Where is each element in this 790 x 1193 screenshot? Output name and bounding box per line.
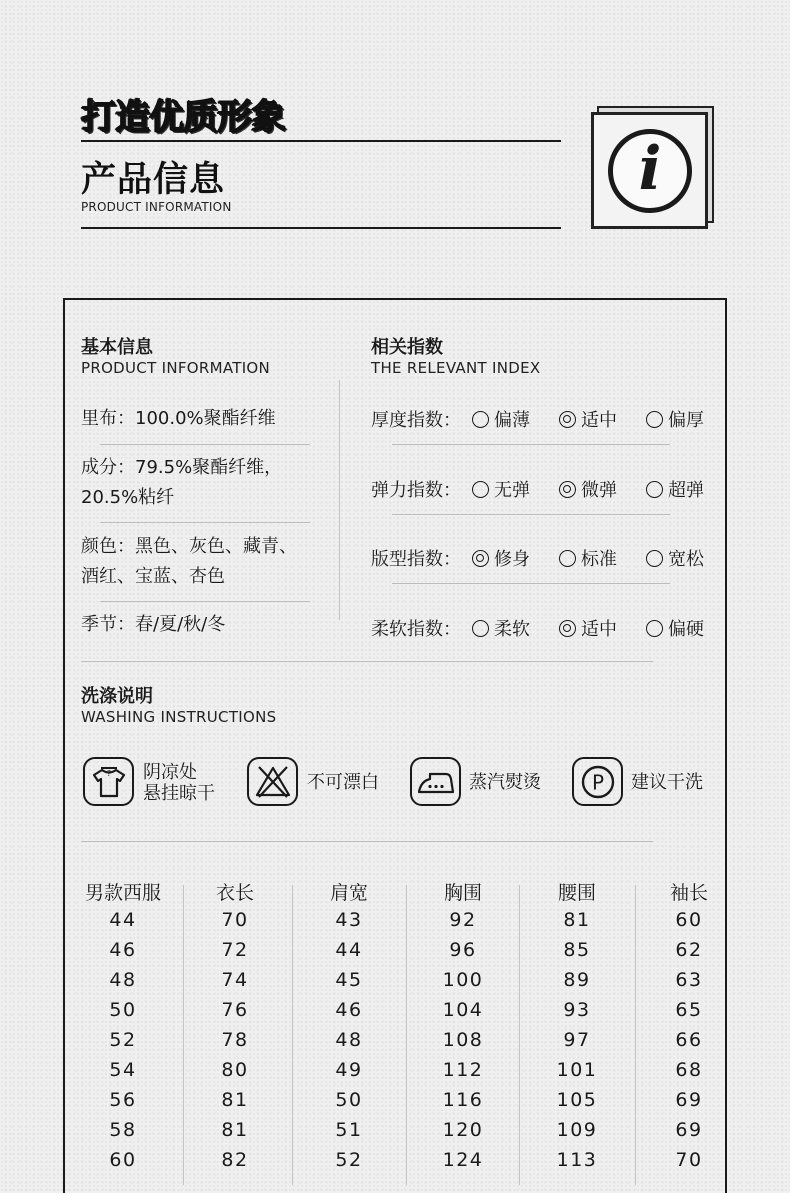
composition-line2: 20.5%粘纤 [81, 487, 175, 508]
index-label: 弹力指数： [371, 480, 461, 501]
size-cell: 44 [109, 909, 137, 931]
radio-empty-icon [472, 481, 489, 498]
info-icon [591, 106, 714, 229]
dry-clean-glyph: P [591, 770, 604, 794]
index-label: 厚度指数： [371, 410, 461, 431]
row-divider [100, 601, 310, 602]
size-cell: 69 [675, 1089, 703, 1111]
column-divider [519, 885, 520, 1185]
wash-label-shade-line1: 阴凉处 [143, 762, 197, 783]
index-option-label: 偏厚 [668, 410, 704, 431]
radio-empty-icon [646, 481, 663, 498]
size-cell: 50 [335, 1089, 363, 1111]
size-cell: 70 [221, 909, 249, 931]
column-divider [292, 885, 293, 1185]
size-column-header: 胸围 [443, 882, 482, 904]
size-column-header: 肩宽 [329, 882, 368, 904]
index-option[interactable] [559, 615, 617, 641]
shirt-hook-glyph: ? [106, 768, 111, 778]
slogan-heading: 打造优质形象 [81, 98, 286, 138]
steam-iron-icon [410, 757, 461, 806]
radio-empty-icon [472, 620, 489, 637]
row-divider [100, 444, 310, 445]
size-cell: 52 [335, 1149, 363, 1171]
info-glyph: i [638, 134, 662, 204]
size-cell: 49 [335, 1059, 363, 1081]
size-cell: 109 [556, 1119, 598, 1141]
size-cell: 56 [109, 1089, 137, 1111]
index-option[interactable] [472, 615, 530, 641]
size-cell: 92 [449, 909, 477, 931]
wash-label-dry-clean: 建议干洗 [631, 772, 703, 793]
size-cell: 116 [442, 1089, 484, 1111]
size-cell: 105 [556, 1089, 598, 1111]
dry-clean-p-icon [572, 757, 623, 806]
size-cell: 46 [109, 939, 137, 961]
size-cell: 48 [109, 969, 137, 991]
size-cell: 51 [335, 1119, 363, 1141]
index-option-label: 修身 [494, 549, 530, 570]
column-divider [339, 380, 340, 620]
size-cell: 62 [675, 939, 703, 961]
column-divider [635, 885, 636, 1185]
page-title: 产品信息 [81, 160, 226, 200]
size-cell: 120 [442, 1119, 484, 1141]
size-cell: 43 [335, 909, 363, 931]
page-subtitle: PRODUCT INFORMATION [81, 200, 232, 214]
index-option[interactable] [646, 406, 704, 432]
row-divider [392, 583, 670, 584]
index-option[interactable] [559, 406, 617, 432]
radio-empty-icon [472, 411, 489, 428]
index-option-label: 适中 [581, 619, 617, 640]
row-divider [100, 522, 310, 523]
wash-label-shade-line2: 悬挂晾干 [143, 783, 215, 804]
size-cell: 124 [442, 1149, 484, 1171]
radio-selected-icon [559, 481, 576, 498]
size-cell: 72 [221, 939, 249, 961]
size-cell: 82 [221, 1149, 249, 1171]
index-option[interactable] [646, 545, 704, 571]
index-option-label: 微弹 [581, 480, 617, 501]
size-cell: 54 [109, 1059, 137, 1081]
size-cell: 80 [221, 1059, 249, 1081]
index-label: 柔软指数： [371, 619, 461, 640]
size-cell: 96 [449, 939, 477, 961]
size-cell: 48 [335, 1029, 363, 1051]
washing-subtitle: WASHING INSTRUCTIONS [81, 708, 277, 726]
size-cell: 52 [109, 1029, 137, 1051]
size-cell: 50 [109, 999, 137, 1021]
radio-empty-icon [646, 620, 663, 637]
index-option[interactable] [559, 476, 617, 502]
basic-info-subtitle: PRODUCT INFORMATION [81, 359, 271, 377]
size-cell: 44 [335, 939, 363, 961]
radio-selected-icon [559, 620, 576, 637]
size-cell: 78 [221, 1029, 249, 1051]
size-cell: 81 [563, 909, 591, 931]
size-cell: 81 [221, 1089, 249, 1111]
size-cell: 58 [109, 1119, 137, 1141]
size-cell: 112 [442, 1059, 484, 1081]
divider [81, 140, 561, 142]
row-divider [392, 444, 670, 445]
index-option[interactable] [559, 545, 617, 571]
radio-selected-icon [559, 411, 576, 428]
size-cell: 66 [675, 1029, 703, 1051]
size-cell: 60 [109, 1149, 137, 1171]
size-cell: 113 [556, 1149, 598, 1171]
washing-title: 洗涤说明 [81, 686, 153, 707]
index-option[interactable] [472, 476, 530, 502]
size-cell: 70 [675, 1149, 703, 1171]
section-divider [81, 661, 653, 662]
index-option-label: 偏硬 [668, 619, 704, 640]
size-cell: 46 [335, 999, 363, 1021]
size-cell: 101 [556, 1059, 598, 1081]
wash-label-no-bleach: 不可漂白 [307, 772, 379, 793]
size-cell: 45 [335, 969, 363, 991]
index-option-label: 宽松 [668, 549, 704, 570]
season-text: 季节：春/夏/秋/冬 [81, 614, 226, 635]
color-line2: 酒红、宝蓝、杏色 [81, 566, 225, 587]
size-cell: 89 [563, 969, 591, 991]
column-divider [406, 885, 407, 1185]
size-cell: 100 [442, 969, 484, 991]
size-cell: 85 [563, 939, 591, 961]
index-title: 相关指数 [371, 337, 443, 358]
basic-info-title: 基本信息 [81, 337, 153, 358]
no-bleach-icon [247, 757, 298, 806]
index-option-label: 偏薄 [494, 410, 530, 431]
size-column-header: 袖长 [669, 882, 708, 904]
index-option-label: 柔软 [494, 619, 530, 640]
index-option[interactable] [472, 545, 530, 571]
index-option[interactable] [646, 615, 704, 641]
lining-text: 里布：100.0%聚酯纤维 [81, 408, 276, 429]
color-line1: 颜色：黑色、灰色、藏青、 [81, 536, 297, 557]
size-cell: 63 [675, 969, 703, 991]
size-column-header: 男款西服 [84, 882, 161, 904]
size-column-header: 衣长 [215, 882, 254, 904]
index-option[interactable] [646, 476, 704, 502]
index-label: 版型指数： [371, 549, 461, 570]
column-divider [183, 885, 184, 1185]
info-circle [608, 129, 692, 213]
index-option-label: 无弹 [494, 480, 530, 501]
row-divider [392, 514, 670, 515]
radio-empty-icon [559, 550, 576, 567]
size-cell: 69 [675, 1119, 703, 1141]
size-cell: 104 [442, 999, 484, 1021]
divider [81, 227, 561, 229]
wash-label-steam-iron: 蒸汽熨烫 [469, 772, 541, 793]
shirt-hang-icon [83, 757, 134, 806]
index-option[interactable] [472, 406, 530, 432]
index-option-label: 标准 [581, 549, 617, 570]
info-icon-frame [591, 112, 708, 229]
radio-empty-icon [646, 411, 663, 428]
size-column-header: 腰围 [557, 882, 596, 904]
size-cell: 81 [221, 1119, 249, 1141]
size-cell: 68 [675, 1059, 703, 1081]
size-cell: 97 [563, 1029, 591, 1051]
section-divider [81, 841, 653, 842]
size-cell: 74 [221, 969, 249, 991]
index-option-label: 适中 [581, 410, 617, 431]
size-cell: 108 [442, 1029, 484, 1051]
index-subtitle: THE RELEVANT INDEX [371, 359, 541, 377]
radio-selected-icon [472, 550, 489, 567]
index-option-label: 超弹 [668, 480, 704, 501]
size-cell: 76 [221, 999, 249, 1021]
composition-line1: 成分：79.5%聚酯纤维， [81, 457, 283, 478]
radio-empty-icon [646, 550, 663, 567]
size-cell: 93 [563, 999, 591, 1021]
size-cell: 60 [675, 909, 703, 931]
size-cell: 65 [675, 999, 703, 1021]
